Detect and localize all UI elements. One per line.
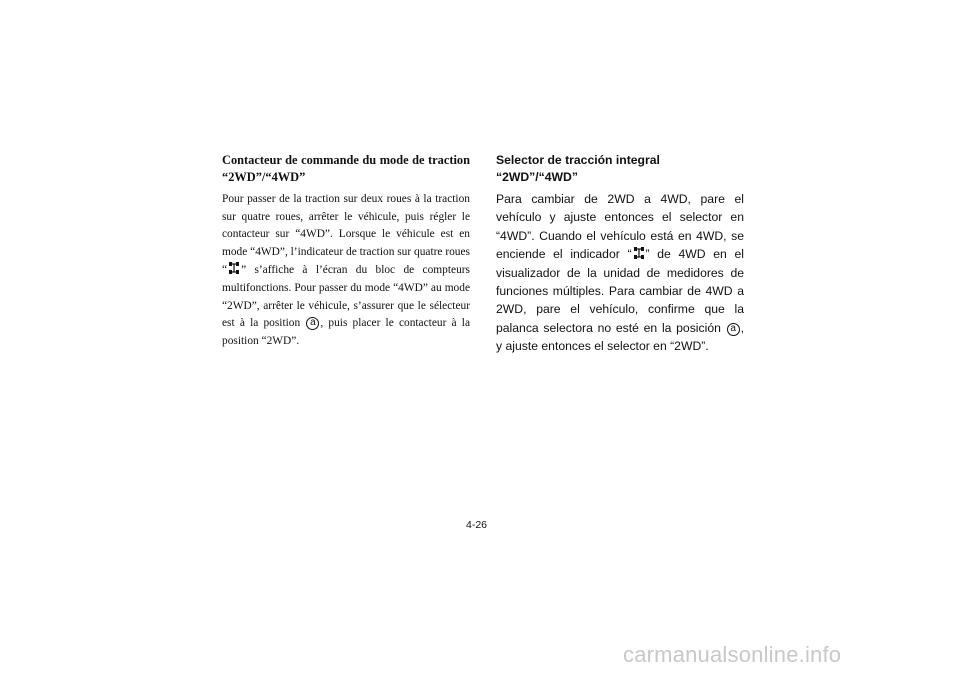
spanish-heading: Selector de tracción integral “2WD”/“4WD” xyxy=(496,153,660,184)
spanish-paragraph xyxy=(496,190,744,356)
position-a-icon: a xyxy=(306,317,319,330)
watermark: carmanualsonline.info xyxy=(623,642,842,667)
four-wheel-drive-icon xyxy=(228,261,240,275)
page-number: 4-26 xyxy=(466,519,488,531)
spanish-column xyxy=(496,152,744,356)
spanish-text-part-3: , y ajuste entonces el selector en “2WD”. xyxy=(496,320,744,354)
position-a-icon: a xyxy=(727,323,740,336)
french-text-part-2: ” s’affiche à l’écran du bloc de compteurs multifonctions. Pour passer du mode “4WD” au mode “2WD”, arrêter le véhicule, s’assurer que le sélecteur est à la position xyxy=(222,264,470,330)
french-column xyxy=(222,152,470,350)
spanish-text-part-2: ” de 4WD en el visualizador de la unidad de medidores de funciones múltiples. Para cambiar de 4WD a 2WD, pare el vehículo, confirme que la palanca selectora no esté en la posición xyxy=(496,247,744,335)
french-paragraph xyxy=(222,191,470,350)
french-text-part-3: , puis placer le contacteur à la position “2WD”. xyxy=(222,317,471,347)
french-text-part-1: Pour passer de la traction sur deux roues à la traction sur quatre roues, arrêter le véhicule, puis régler le contacteur sur “4WD”. Lorsque le véhicule est en mode “4WD”, l’indicateur de traction sur quatre roues “ xyxy=(222,193,470,277)
four-wheel-drive-icon xyxy=(633,246,645,260)
french-heading: Contacteur de commande du mode de traction “2WD”/“4WD” xyxy=(222,153,470,184)
spanish-text-part-1: Para cambiar de 2WD a 4WD, pare el vehículo y ajuste entonces el selector en “4WD”. Cuando el vehículo está en 4WD, se enciende el indicador “ xyxy=(496,192,744,262)
